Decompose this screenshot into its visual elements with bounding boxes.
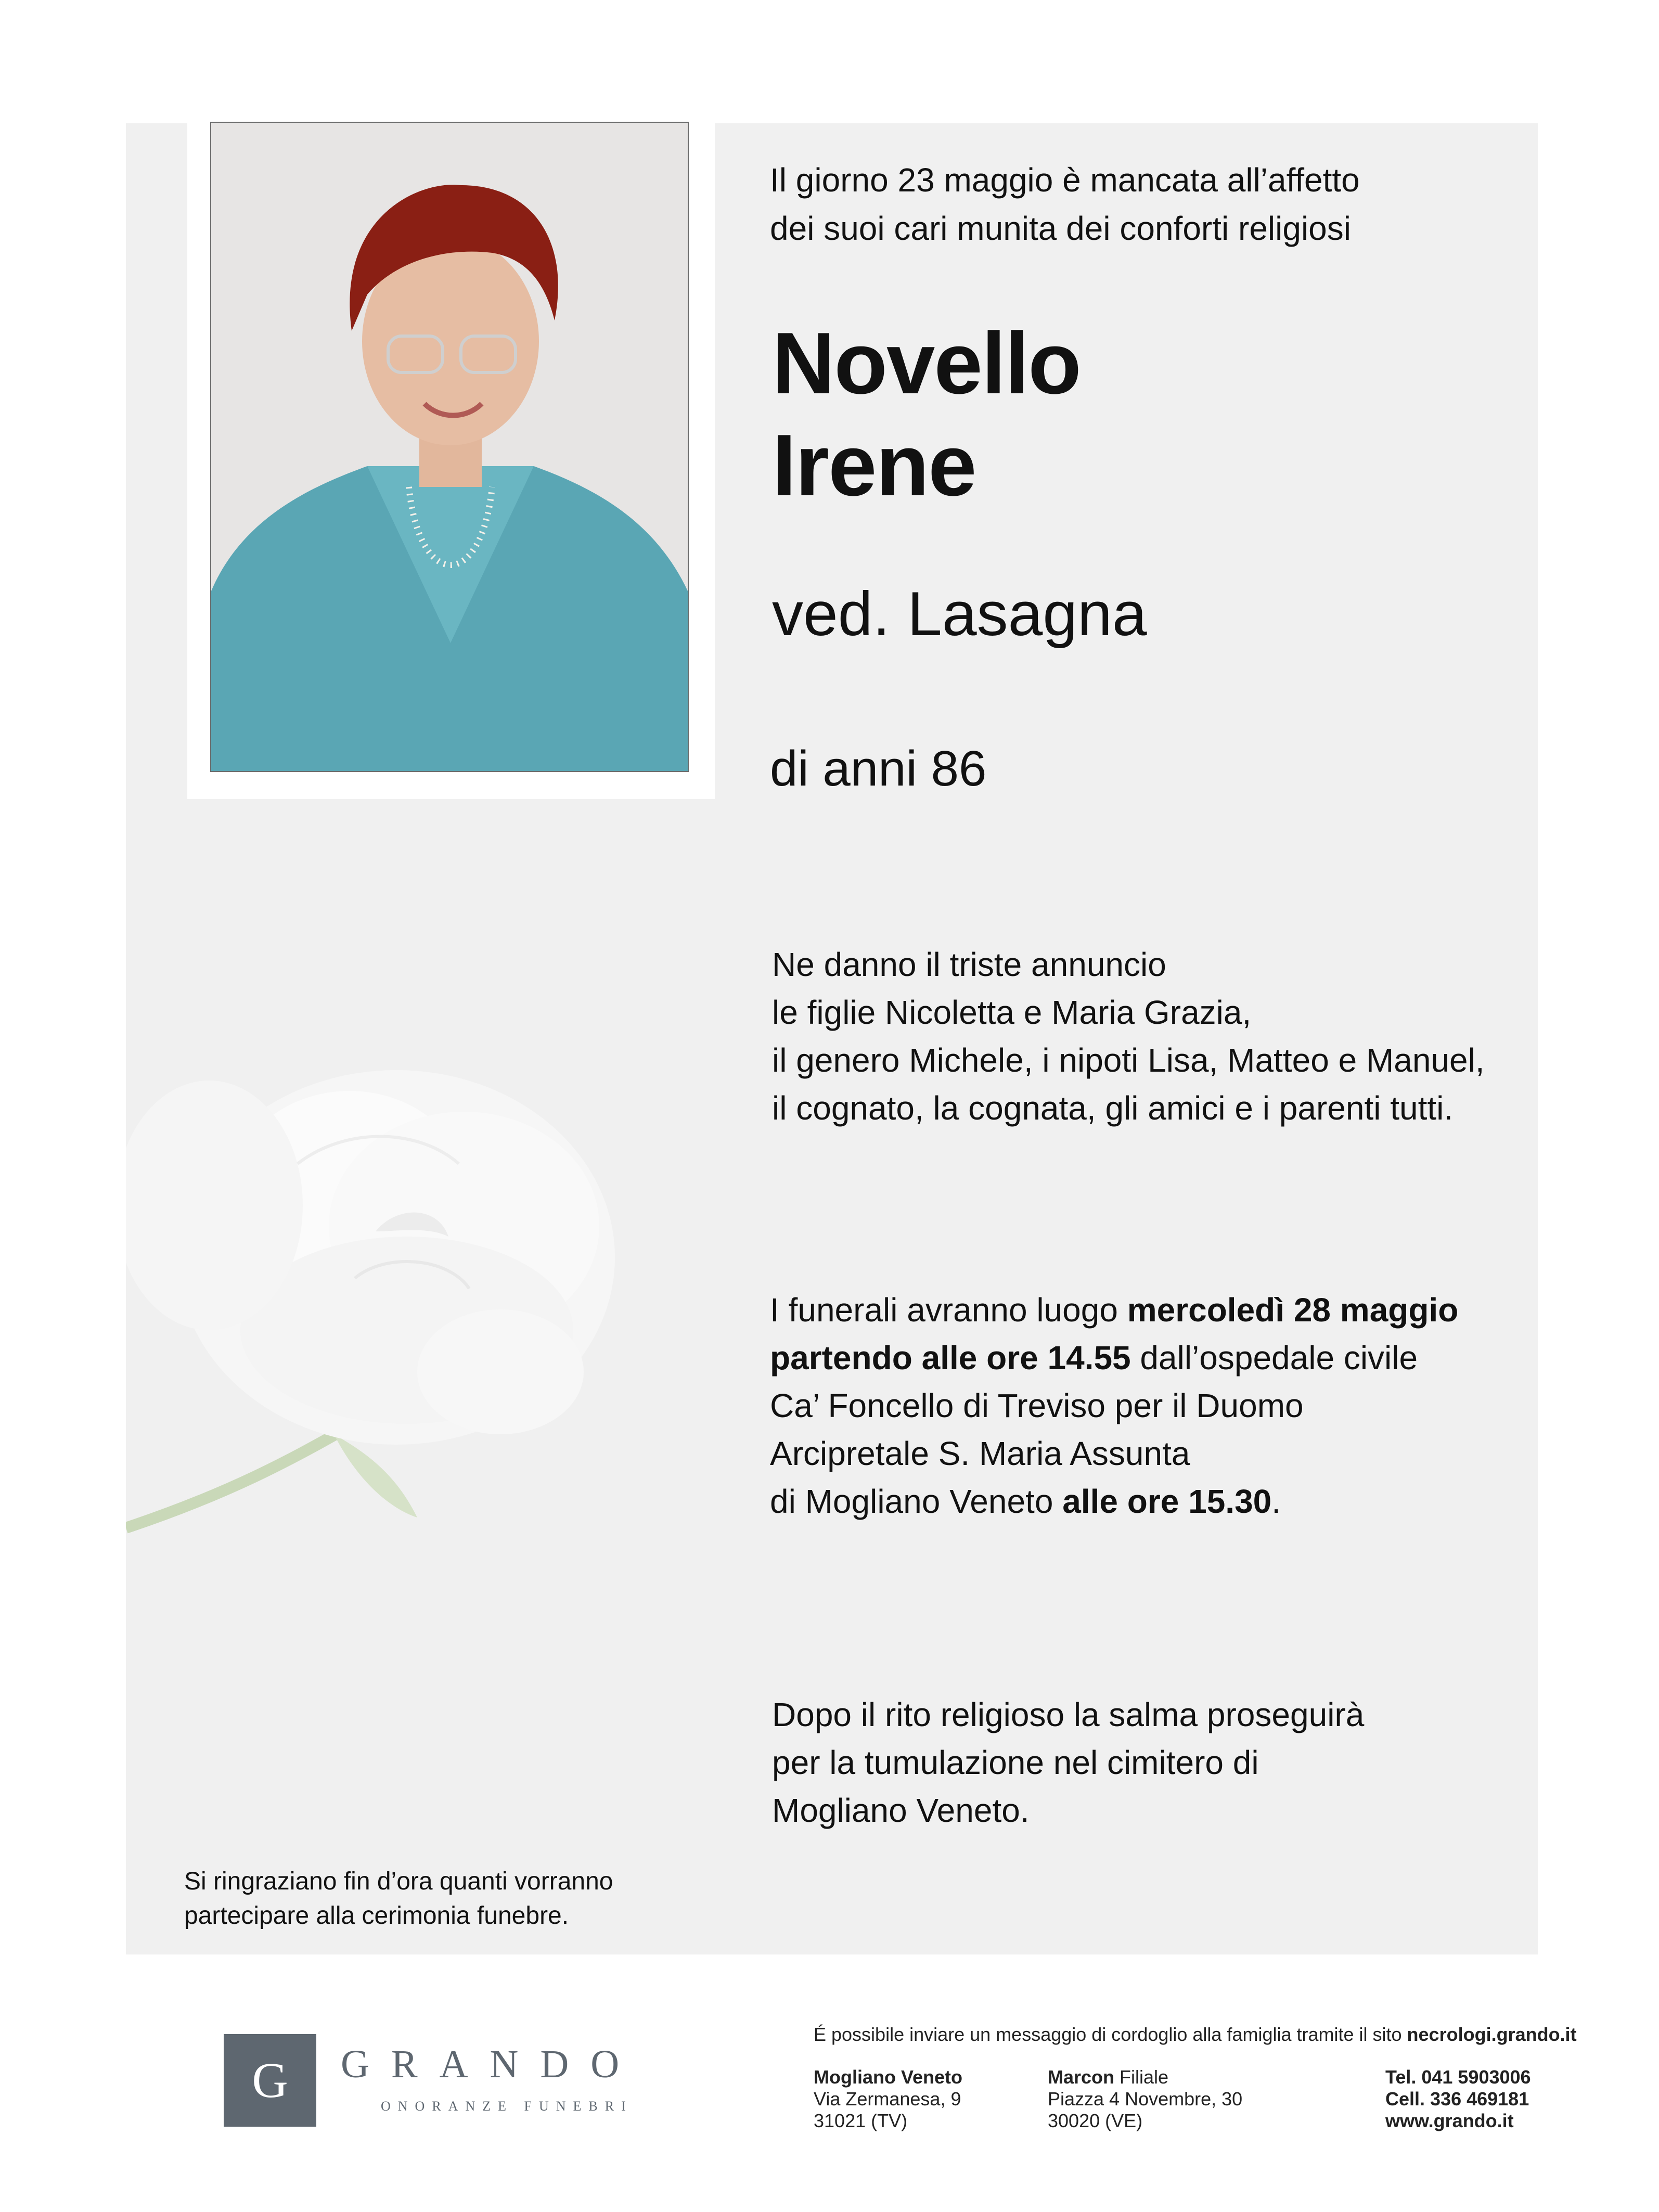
surname: Novello — [772, 314, 1081, 412]
office-city: 30020 (VE) — [1048, 2110, 1143, 2131]
announcement-line: le figlie Nicoletta e Maria Grazia, — [772, 994, 1252, 1031]
condolence-text: É possibile inviare un messaggio di cordoglio alla famiglia tramite il sito — [814, 2024, 1407, 2045]
funeral-text: di Mogliano Veneto — [770, 1483, 1063, 1520]
announcement-line: il cognato, la cognata, gli amici e i parenti tutti. — [772, 1089, 1454, 1127]
contacts — [1385, 2066, 1531, 2132]
office-marcon — [1048, 2066, 1242, 2132]
office-street: Via Zermanesa, 9 — [814, 2088, 961, 2110]
funeral-text: Arcipretale S. Maria Assunta — [770, 1435, 1190, 1472]
burial-text — [772, 1691, 1364, 1834]
phone-number[interactable]: Tel. 041 5903006 — [1385, 2066, 1531, 2088]
portrait-photo — [210, 122, 689, 772]
intro-line: dei suoi cari munita dei conforti religiosi — [770, 210, 1351, 247]
first-name: Irene — [772, 416, 976, 514]
departure-time: partendo alle ore 14.55 — [770, 1339, 1131, 1377]
funeral-details — [770, 1286, 1458, 1525]
logo-mark: G — [224, 2034, 316, 2127]
thanks-line: Si ringraziano fin d’ora quanti vorranno — [184, 1868, 613, 1895]
funeral-text: I funerali avranno luogo — [770, 1291, 1127, 1329]
burial-line: Mogliano Veneto. — [772, 1792, 1030, 1829]
intro-line: Il giorno 23 maggio è mancata all’affetto — [770, 161, 1360, 199]
funeral-date: mercoledì 28 maggio — [1127, 1291, 1459, 1329]
thanks-line: partecipare alla cerimonia funebre. — [184, 1902, 569, 1930]
office-name: Mogliano Veneto — [814, 2066, 963, 2088]
funeral-text: . — [1271, 1483, 1281, 1520]
office-street: Piazza 4 Novembre, 30 — [1048, 2088, 1243, 2110]
portrait-illustration — [211, 123, 688, 771]
office-type: Filiale — [1114, 2066, 1169, 2088]
deceased-name — [772, 312, 1081, 516]
cell-number[interactable]: Cell. 336 469181 — [1385, 2088, 1529, 2110]
office-mogliano — [814, 2066, 962, 2132]
condolence-site-link[interactable]: necrologi.grando.it — [1407, 2024, 1577, 2045]
funeral-text: Ca’ Foncello di Treviso per il Duomo — [770, 1387, 1304, 1424]
announcement-line: il genero Michele, i nipoti Lisa, Matteo e Manuel, — [772, 1041, 1485, 1079]
announcement-text — [772, 941, 1485, 1132]
office-city: 31021 (TV) — [814, 2110, 908, 2131]
ceremony-time: alle ore 15.30 — [1062, 1483, 1272, 1520]
office-name: Marcon — [1048, 2066, 1115, 2088]
announcement-line: Ne danno il triste annuncio — [772, 946, 1166, 983]
white-rose-image — [126, 1008, 854, 1892]
condolence-note — [814, 2024, 1577, 2046]
widow-of: ved. Lasagna — [772, 579, 1147, 649]
burial-line: Dopo il rito religioso la salma proseguirà — [772, 1696, 1365, 1733]
funeral-text: dall’ospedale civile — [1130, 1339, 1418, 1377]
thanks-text — [184, 1864, 613, 1933]
logo-subtitle: ONORANZE FUNEBRI — [381, 2099, 633, 2114]
intro-text — [770, 156, 1360, 253]
logo-name: GRANDO — [341, 2042, 641, 2086]
burial-line: per la tumulazione nel cimitero di — [772, 1744, 1259, 1781]
website-link[interactable]: www.grando.it — [1385, 2110, 1514, 2131]
age: di anni 86 — [770, 741, 987, 796]
